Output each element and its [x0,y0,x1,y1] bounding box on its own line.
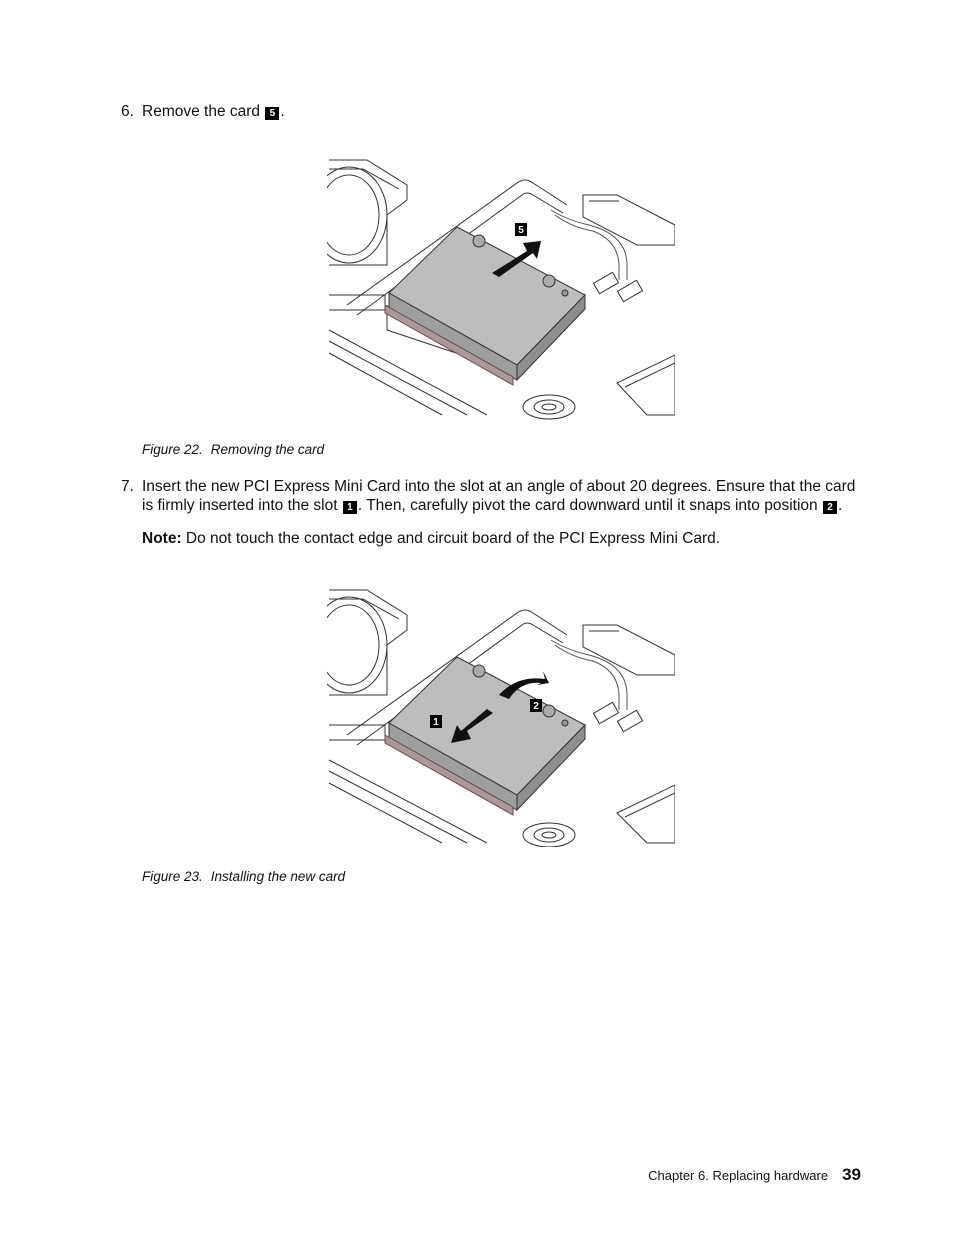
note-label: Note: [142,530,182,547]
figure-22-caption [142,442,324,457]
step-text [142,102,867,121]
page-number: 39 [842,1165,861,1184]
page-footer [648,1165,861,1185]
caption-label: Figure 23. [142,869,203,884]
figure-23-callout-1: 1 [433,717,439,728]
step-6-end: . [280,103,285,120]
callout-5: 5 [265,107,279,120]
figure-23-callout-2: 2 [533,701,539,712]
step-7-text-b: . Then, carefully pivot the card downward until it snaps into position [357,497,818,514]
figure-22-illustration [327,155,675,420]
callout-1: 1 [343,501,357,514]
step-7-end: . [837,497,843,514]
chapter-title: Chapter 6. Replacing hardware [648,1168,829,1183]
step-text [142,477,867,515]
step-number: 6. [121,103,134,120]
step-number: 7. [121,478,134,495]
callout-2: 2 [823,501,837,514]
figure-23-illustration [327,585,675,847]
caption-text: Installing the new card [210,869,346,884]
caption-label: Figure 22. [142,442,203,457]
caption-text: Removing the card [210,442,325,457]
note-text: Do not touch the contact edge and circuit board of the PCI Express Mini Card. [185,530,721,547]
figure-23-caption [142,869,345,884]
figure-22-callout-5: 5 [518,225,524,236]
note [142,530,720,548]
step-6-text: Remove the card [142,103,261,120]
step-7-text-a: Insert the new PCI Express Mini Card into the slot at an angle of about 20 degrees. Ensure that the card is firmly inserted into the slot [142,478,856,514]
